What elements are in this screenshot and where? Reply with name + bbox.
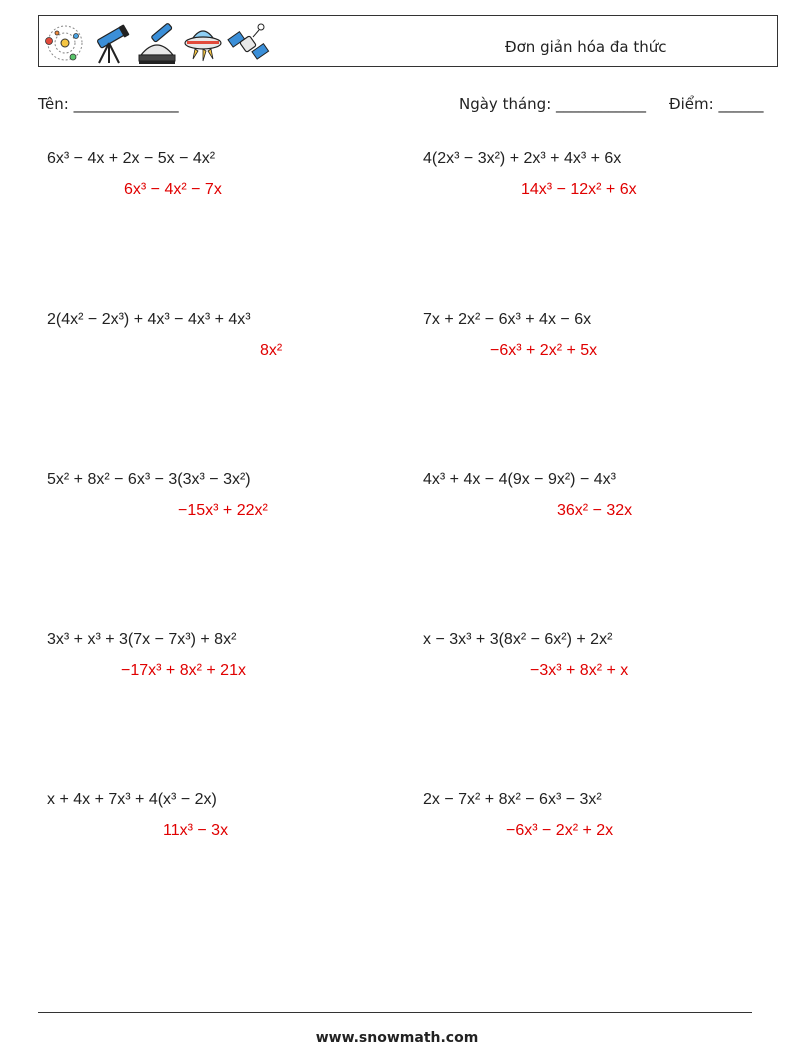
date-blank[interactable]: ____________ <box>556 95 647 113</box>
answer-2: 14x³ − 12x² + 6x <box>521 181 637 198</box>
name-blank[interactable]: ______________ <box>73 95 179 113</box>
telescope-icon <box>89 21 133 65</box>
worksheet-title: Đơn giản hóa đa thức <box>505 38 667 56</box>
date-label: Ngày tháng: <box>459 95 552 113</box>
solar-system-icon <box>43 21 87 65</box>
problem-1: 6x³ − 4x + 2x − 5x − 4x² <box>47 150 216 167</box>
score-blank[interactable]: ______ <box>718 95 764 113</box>
problem-4: 7x + 2x² − 6x³ + 4x − 6x <box>423 311 592 328</box>
observatory-telescope-icon <box>135 21 179 65</box>
name-label: Tên: <box>38 95 69 113</box>
answer-5: −15x³ + 22x² <box>178 502 268 519</box>
problem-3: 2(4x² − 2x³) + 4x³ − 4x³ + 4x³ <box>47 311 251 328</box>
name-field[interactable] <box>38 95 179 113</box>
problem-7: 3x³ + x³ + 3(7x − 7x³) + 8x² <box>47 631 237 648</box>
answer-10: −6x³ − 2x² + 2x <box>506 822 614 839</box>
ufo-icon <box>181 21 225 65</box>
problem-5: 5x² + 8x² − 6x³ − 3(3x³ − 3x²) <box>47 471 251 488</box>
satellite-icon <box>227 21 271 65</box>
answer-1: 6x³ − 4x² − 7x <box>124 181 222 198</box>
answer-3: 8x² <box>260 342 283 359</box>
footer-url[interactable]: www.snowmath.com <box>315 1030 479 1046</box>
answer-4: −6x³ + 2x² + 5x <box>490 342 598 359</box>
problem-8: x − 3x³ + 3(8x² − 6x²) + 2x² <box>423 631 613 648</box>
answer-6: 36x² − 32x <box>557 502 633 519</box>
answer-9: 11x³ − 3x <box>163 822 229 839</box>
problem-6: 4x³ + 4x − 4(9x − 9x²) − 4x³ <box>423 471 616 488</box>
problem-9: x + 4x + 7x³ + 4(x³ − 2x) <box>47 791 217 808</box>
score-label: Điểm: <box>669 95 714 113</box>
date-field[interactable] <box>459 95 646 113</box>
problem-2: 4(2x³ − 3x²) + 2x³ + 4x³ + 6x <box>423 150 622 167</box>
answer-7: −17x³ + 8x² + 21x <box>121 662 246 679</box>
problem-10: 2x − 7x² + 8x² − 6x³ − 3x² <box>423 791 602 808</box>
worksheet-header <box>38 15 778 67</box>
score-field[interactable] <box>669 95 763 113</box>
answer-8: −3x³ + 8x² + x <box>530 662 629 679</box>
footer-divider <box>38 1012 752 1013</box>
